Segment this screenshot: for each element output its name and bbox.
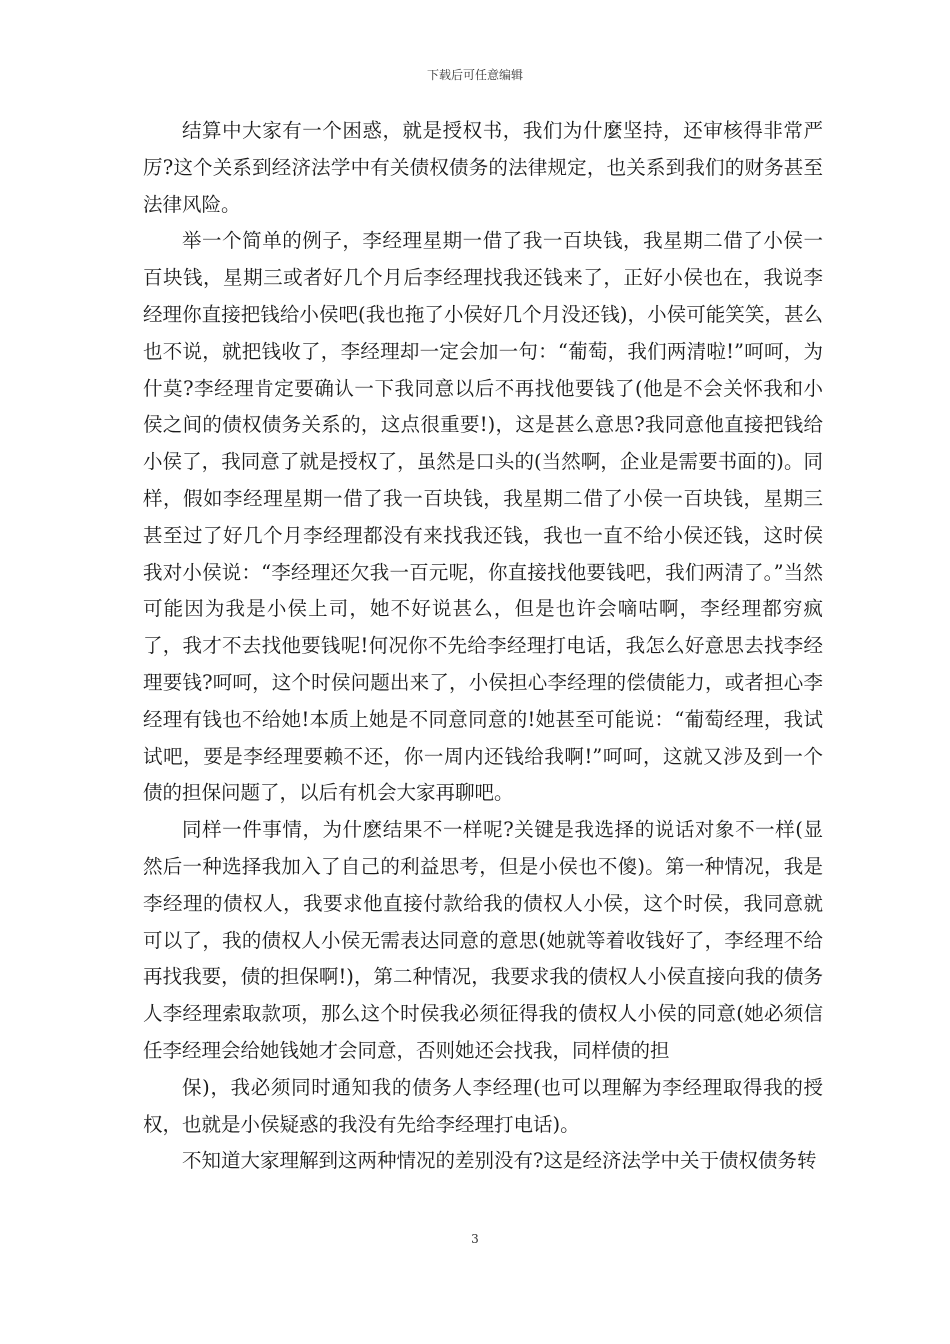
paragraph: 不知道大家理解到这两种情况的差别没有?这是经济法学中关于债权债务转 (182, 1149, 817, 1173)
document-body (143, 113, 823, 1180)
paragraph: 同样一件事情，为什麽结果不一样呢?关键是我选择的说话对象不一样(显然后一种选择我加入了自己的利益思考，但是小侯也不傻)。第一种情况，我是李经理的债权人，我要求他直接付款给我的债权人小侯，这个时侯，我同意就可以了，我的债权人小侯无需表达同意的意思(她就等着收钱好了，李经理不给再找我要，债的担保啊!)，第二种情况，我要求我的债权人小侯直接向我的债务人李经理索取款项，那么这个时侯我必须征得我的债权人小侯的同意(她必须信任李经理会给她钱她才会同意，否则她还会找我，同样债的担 (143, 818, 823, 1062)
paragraph: 保)，我必须同时通知我的债务人李经理(也可以理解为李经理取得我的授权，也就是小侯疑惑的我没有先给李经理打电话)。 (143, 1075, 823, 1136)
page-number: 3 (471, 1232, 479, 1246)
paragraph: 举一个简单的例子，李经理星期一借了我一百块钱，我星期二借了小侯一百块钱，星期三或者好几个月后李经理找我还钱来了，正好小侯也在，我说李经理你直接把钱给小侯吧(我也拖了小侯好几个月没还钱)，小侯可能笑笑，甚么也不说，就把钱收了，李经理却一定会加一句：“葡萄，我们两清啦!”呵呵，为什莫?李经理肯定要确认一下我同意以后不再找他要钱了(他是不会关怀我和小侯之间的债权债务关系的，这点很重要!)，这是甚么意思?我同意他直接把钱给小侯了，我同意了就是授权了，虽然是口头的(当然啊，企业是需要书面的)。同样，假如李经理星期一借了我一百块钱，我星期二借了小侯一百块钱，星期三甚至过了好几个月李经理都没有来找我还钱，我也一直不给小侯还钱，这时侯我对小侯说：“李经理还欠我一百元呢，你直接找他要钱吧，我们两清了。”当然可能因为我是小侯上司，她不好说甚么，但是也许会嘀咕啊，李经理都穷疯了，我才不去找他要钱呢!何况你不先给李经理打电话，我怎么好意思去找李经理要钱?呵呵，这个时侯问题出来了，小侯担心李经理的偿债能力，或者担心李经理有钱也不给她!本质上她是不同意同意的!她甚至可能说：“葡萄经理，我试试吧，要是李经理要赖不还，你一周内还钱给我啊!”呵呵，这就又涉及到一个债的担保问题了，以后有机会大家再聊吧。 (143, 229, 823, 805)
paragraph: 结算中大家有一个困惑，就是授权书，我们为什麼坚持，还审核得非常严厉?这个关系到经济法学中有关债权债务的法律规定，也关系到我们的财务甚至法律风险。 (143, 119, 823, 216)
page-header: 下载后可任意编辑 (426, 68, 523, 82)
